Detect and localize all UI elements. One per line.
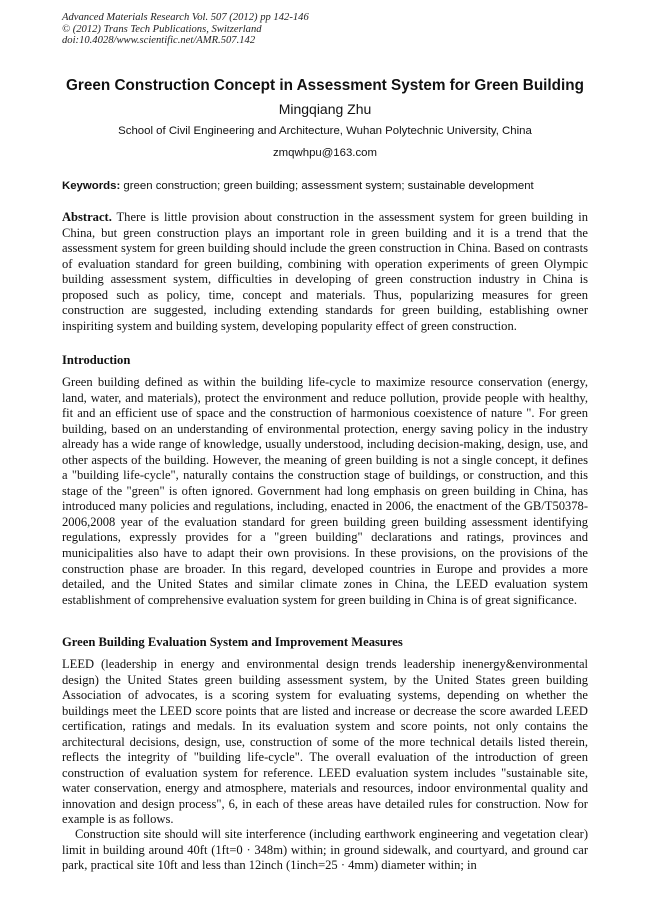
abstract: [62, 210, 588, 334]
paragraph: LEED (leadership in energy and environmental design trends leadership inenergy&environmental design) the United States green building assessment system, by the United States green building Association of advocates, is a scoring system for evaluating systems, depending on whether the buildings meet the LEED score points that are listed and increase or decrease the score awarded LEED certification, ratings and medals. In its evaluation system and score points, not only contains the architectural decisions, design, use, construction of some of the more technical details listed therein, reflects the integrity of "building life-cycle". The overall evaluation of the introduction of green construction of evaluation system for reference. LEED evaluation system includes "sustainable site, water conservation, energy and atmosphere, materials and resources, indoor environmental quality and innovation and design process", 6, in each of these areas have detailed rules for construction. Now for example is as follows.: [62, 657, 588, 827]
keywords: [62, 179, 534, 193]
doi-line: doi:10.4028/www.scientific.net/AMR.507.142: [62, 35, 256, 47]
paragraph: Construction site should will site interference (including earthwork engineering and vegetation clear) limit in building around 40ft (1ft=0 · 348m) within; in ground sidewalk, and courtyard, and ground car park, practical site 10ft and less than 12inch (1inch=25 · 4mm) diameter within; in: [62, 827, 588, 873]
introduction-paragraph: [62, 375, 588, 608]
journal-header: [62, 12, 309, 47]
abstract-label: Abstract.: [62, 210, 112, 224]
keywords-text: green construction; green building; assessment system; sustainable development: [120, 180, 534, 192]
author-name: Mingqiang Zhu: [278, 101, 372, 117]
author-email: zmqwhpu@163.com: [272, 147, 377, 159]
evaluation-system-paragraph: [62, 657, 588, 828]
keywords-label: Keywords:: [62, 180, 121, 192]
author-affiliation: School of Civil Engineering and Architecture, Wuhan Polytechnic University, China: [118, 125, 532, 137]
abstract-text: There is little provision about construction in the assessment system for green building in China, but green construction plays an important role in green building and it is a trend that the assessment system for green building should include the green construction in China. Based on contrasts of evaluation standard for green building, combining with operation experiments of green Olympic building assessment system, difficulties in developing of green construction industry in China is proposed such as policy, time, concept and materials. Thus, popularizing measures for green construction are suggested, including extending standards for green building, establishing owner inspiriting system and building system, developing popularity effect of green construction.: [62, 210, 588, 333]
copyright-notice: © (2012) Trans Tech Publications, Switzerland: [62, 23, 262, 35]
paragraph: Green building defined as within the building life-cycle to maximize resource conservation (energy, land, water, and materials), protect the environment and reduce pollution, provide people with healthy, fit and an efficient use of space and the construction of harmonious coexistence of nature ". For green building, based on an understanding of environmental protection, energy saving policy in the industry already has a wide range of knowledge, usually understood, including decision-making, design, use, and other aspects of the building. However, the meaning of green building is not a single concept, it defines a "building life-cycle", naturally contains the construction stage of buildings, or construction, and this stage of the "green" is often ignored. Government had long emphasis on green building in China, has introduced many policies and regulations, including, enacted in 2006, the enactment of the GB/T50378-2006,2008 year of the evaluation standard for green building green building assessment identifying regulations, expressly provides for a "green building" declarations and ratings, provinces and municipalities also have to adapt their own provisions. In these provisions, on the provisions of the construction phase are broader. In this regard, developed countries in Europe and provides a more detailed, and the United States and similar climate zones in China, the LEED evaluation system establishment of comprehensive evaluation system for green building in China is of great significance.: [62, 375, 588, 607]
journal-citation: Advanced Materials Research Vol. 507 (2012) pp 142-146: [62, 12, 309, 23]
paper-title: Green Construction Concept in Assessment System for Green Building: [66, 77, 584, 94]
section-heading-evaluation-system: Green Building Evaluation System and Improvement Measures: [62, 635, 403, 649]
construction-site-paragraph: [62, 827, 588, 874]
section-heading-introduction: Introduction: [62, 353, 131, 367]
